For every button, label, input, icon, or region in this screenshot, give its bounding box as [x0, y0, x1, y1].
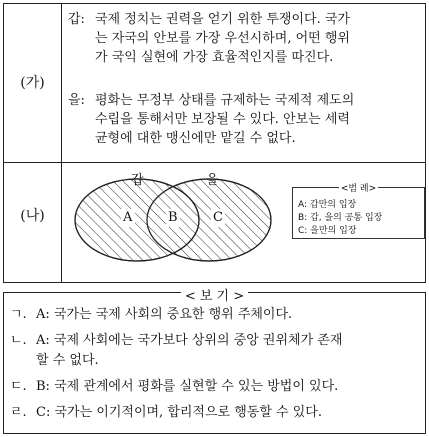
row-label-ga: (가)	[20, 75, 45, 91]
choice-text: B: 국제 관계에서 평화를 실현할 수 있는 방법이 있다.	[36, 379, 339, 394]
venn-diagram	[69, 167, 294, 272]
choices-box	[3, 289, 426, 434]
statement-eul-line: 균형에 대한 맹신에만 맡길 수 없다.	[95, 131, 296, 146]
legend-title: <범 례>	[340, 184, 377, 194]
venn-region-b: B	[168, 210, 178, 225]
choice-text: 할 수 없다.	[36, 353, 99, 368]
choice-rieul[interactable]	[10, 403, 415, 423]
choice-marker: ㄹ.	[10, 405, 27, 420]
choice-text: A: 국제 사회에는 국가보다 상위의 중앙 권위체가 존재	[36, 333, 343, 348]
venn-label-gap: 갑	[131, 173, 144, 188]
statement-gap-line: 국제 정치는 권력을 얻기 위한 투쟁이다. 국가	[95, 12, 350, 27]
choice-text: C: 국가는 이기적이며, 합리적으로 행동할 수 있다.	[36, 405, 322, 420]
legend-item-c: C: 을만의 입장	[298, 226, 357, 236]
statement-eul-lead: 을:	[68, 93, 85, 108]
passage-table	[3, 3, 426, 283]
choice-marker: ㄱ.	[10, 307, 27, 322]
statement-eul	[68, 91, 420, 148]
venn-label-eul: 을	[206, 173, 219, 188]
choice-giyeok[interactable]	[10, 305, 415, 325]
legend-item-b: B: 갑, 을의 공통 입장	[298, 213, 383, 223]
venn-region-a: A	[123, 210, 133, 225]
statement-gap-lead: 갑:	[68, 12, 85, 27]
choice-digeut[interactable]	[10, 377, 415, 397]
statement-gap-line: 가 국익 실현에 가장 효율적인지를 따진다.	[95, 50, 334, 65]
choice-nieun[interactable]	[10, 331, 415, 371]
row-divider	[4, 162, 425, 163]
choice-text: A: 국가는 국제 사회의 중요한 행위 주체이다.	[36, 307, 293, 322]
legend-box	[292, 184, 425, 239]
statement-eul-line: 수립을 통해서만 보장될 수 있다. 안보는 세력	[95, 112, 350, 127]
statement-eul-line: 평화는 무정부 상태를 규제하는 국제적 제도의	[95, 93, 355, 108]
venn-region-c: C	[213, 210, 223, 225]
row-label-na: (나)	[20, 208, 45, 224]
statement-gap	[68, 10, 420, 67]
legend-item-a: A: 갑만의 입장	[298, 200, 357, 210]
statement-gap-line: 는 자국의 안보를 가장 우선시하며, 어떤 행위	[95, 31, 350, 46]
column-divider	[61, 4, 62, 282]
choice-marker: ㄴ.	[10, 333, 27, 348]
choices-title: < 보 기 >	[181, 289, 248, 304]
choice-marker: ㄷ.	[10, 379, 27, 394]
